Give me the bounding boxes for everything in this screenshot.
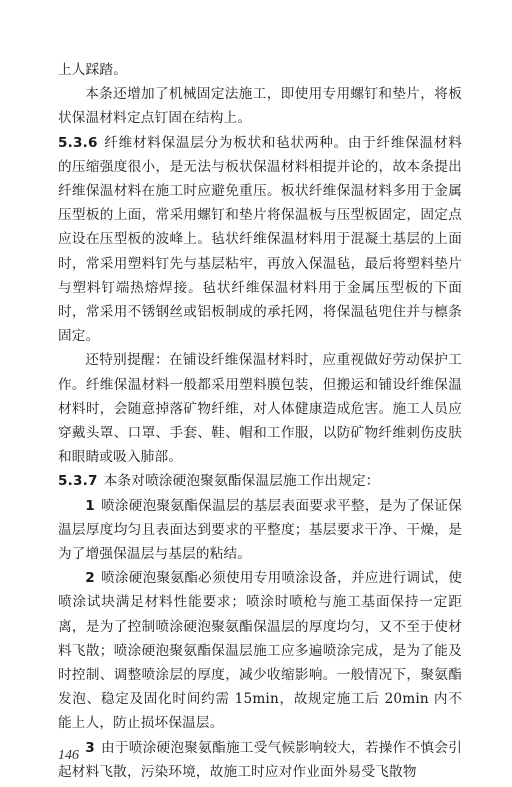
list-item-1: [58, 494, 462, 567]
clause-number: 5.3.7: [58, 473, 98, 490]
paragraph-text: 本条还增加了机械固定法施工，即使用专用螺钉和垫片，将板状保温材料定点钉固在结构上。: [58, 86, 462, 127]
paragraph-text: 上人踩踏。: [58, 62, 127, 78]
clause-5-3-6: [58, 131, 462, 349]
item-text: 由于喷涂硬泡聚氨酯施工受气候影响较大，若操作不慎会引起材料飞散，污染环境，故施工时应对作业面外易受飞散物: [58, 739, 462, 780]
page-number: 146: [58, 748, 79, 763]
paragraph-text: 还特别提醒：在铺设纤维保温材料时，应重视做好劳动保护工作。纤维保温材料一般都采用塑料膜包装，但搬运和铺设纤维保温材料时，会随意掉落矿物纤维，对人体健康造成危害。施工人员应穿戴头罩、口罩、手套、鞋、帽和工作服，以防矿物纤维刺伤皮肤和眼睛或吸入肺部。: [58, 352, 462, 466]
clause-number: 5.3.6: [58, 134, 98, 151]
clause-5-3-7: [58, 469, 462, 493]
paragraph-mechanical-fixing: [58, 82, 462, 130]
item-text: 喷涂硬泡聚氨酯必须使用专用喷涂设备，并应进行调试，使喷涂试块满足材料性能要求；喷涂时喷枪与施工基面保持一定距离，是为了控制喷涂硬泡聚氨酯保温层的厚度均匀，又不至于使材料飞散；喷涂硬泡聚氨酯保温层施工应多遍喷涂完成，是为了能及时控制、调整喷涂层的厚度，减少收缩影响。一般情况下，聚氨酯发泡、稳定及固化时间约需 15min，故规定施工后 20min 内不能上人，防止损坏保温层。: [58, 570, 462, 732]
item-number: 3: [85, 739, 95, 756]
clause-text: 纤维材料保温层分为板状和毡状两种。由于纤维保温材料的压缩强度很小，是无法与板状保温材料相提并论的，故本条提出纤维保温材料在施工时应避免重压。板状纤维保温材料多用于金属压型板的上面，常采用螺钉和垫片将保温板与压型板固定，固定点应设在压型板的波峰上。毡状纤维保温材料用于混凝土基层的上面时，常采用塑料钉先与基层粘牢，再放入保温毡，最后将塑料垫片与塑料钉端热熔焊接。毡状纤维保温材料用于金属压型板的下面时，常采用不锈钢丝或铝板制成的承托网，将保温毡兜住并与檩条固定。: [58, 134, 462, 345]
item-number: 2: [85, 570, 95, 587]
paragraph-labor-protection: [58, 348, 462, 469]
item-number: 1: [85, 497, 95, 514]
paragraph-continuation: [58, 58, 462, 82]
item-text: 喷涂硬泡聚氨酯保温层的基层表面要求平整，是为了保证保温层厚度均匀且表面达到要求的平整度；基层要求干净、干燥，是为了增强保温层与基层的粘结。: [58, 497, 462, 563]
list-item-3: [58, 736, 462, 784]
list-item-2: [58, 566, 462, 735]
clause-text: 本条对喷涂硬泡聚氨酯保温层施工作出规定：: [103, 473, 380, 490]
